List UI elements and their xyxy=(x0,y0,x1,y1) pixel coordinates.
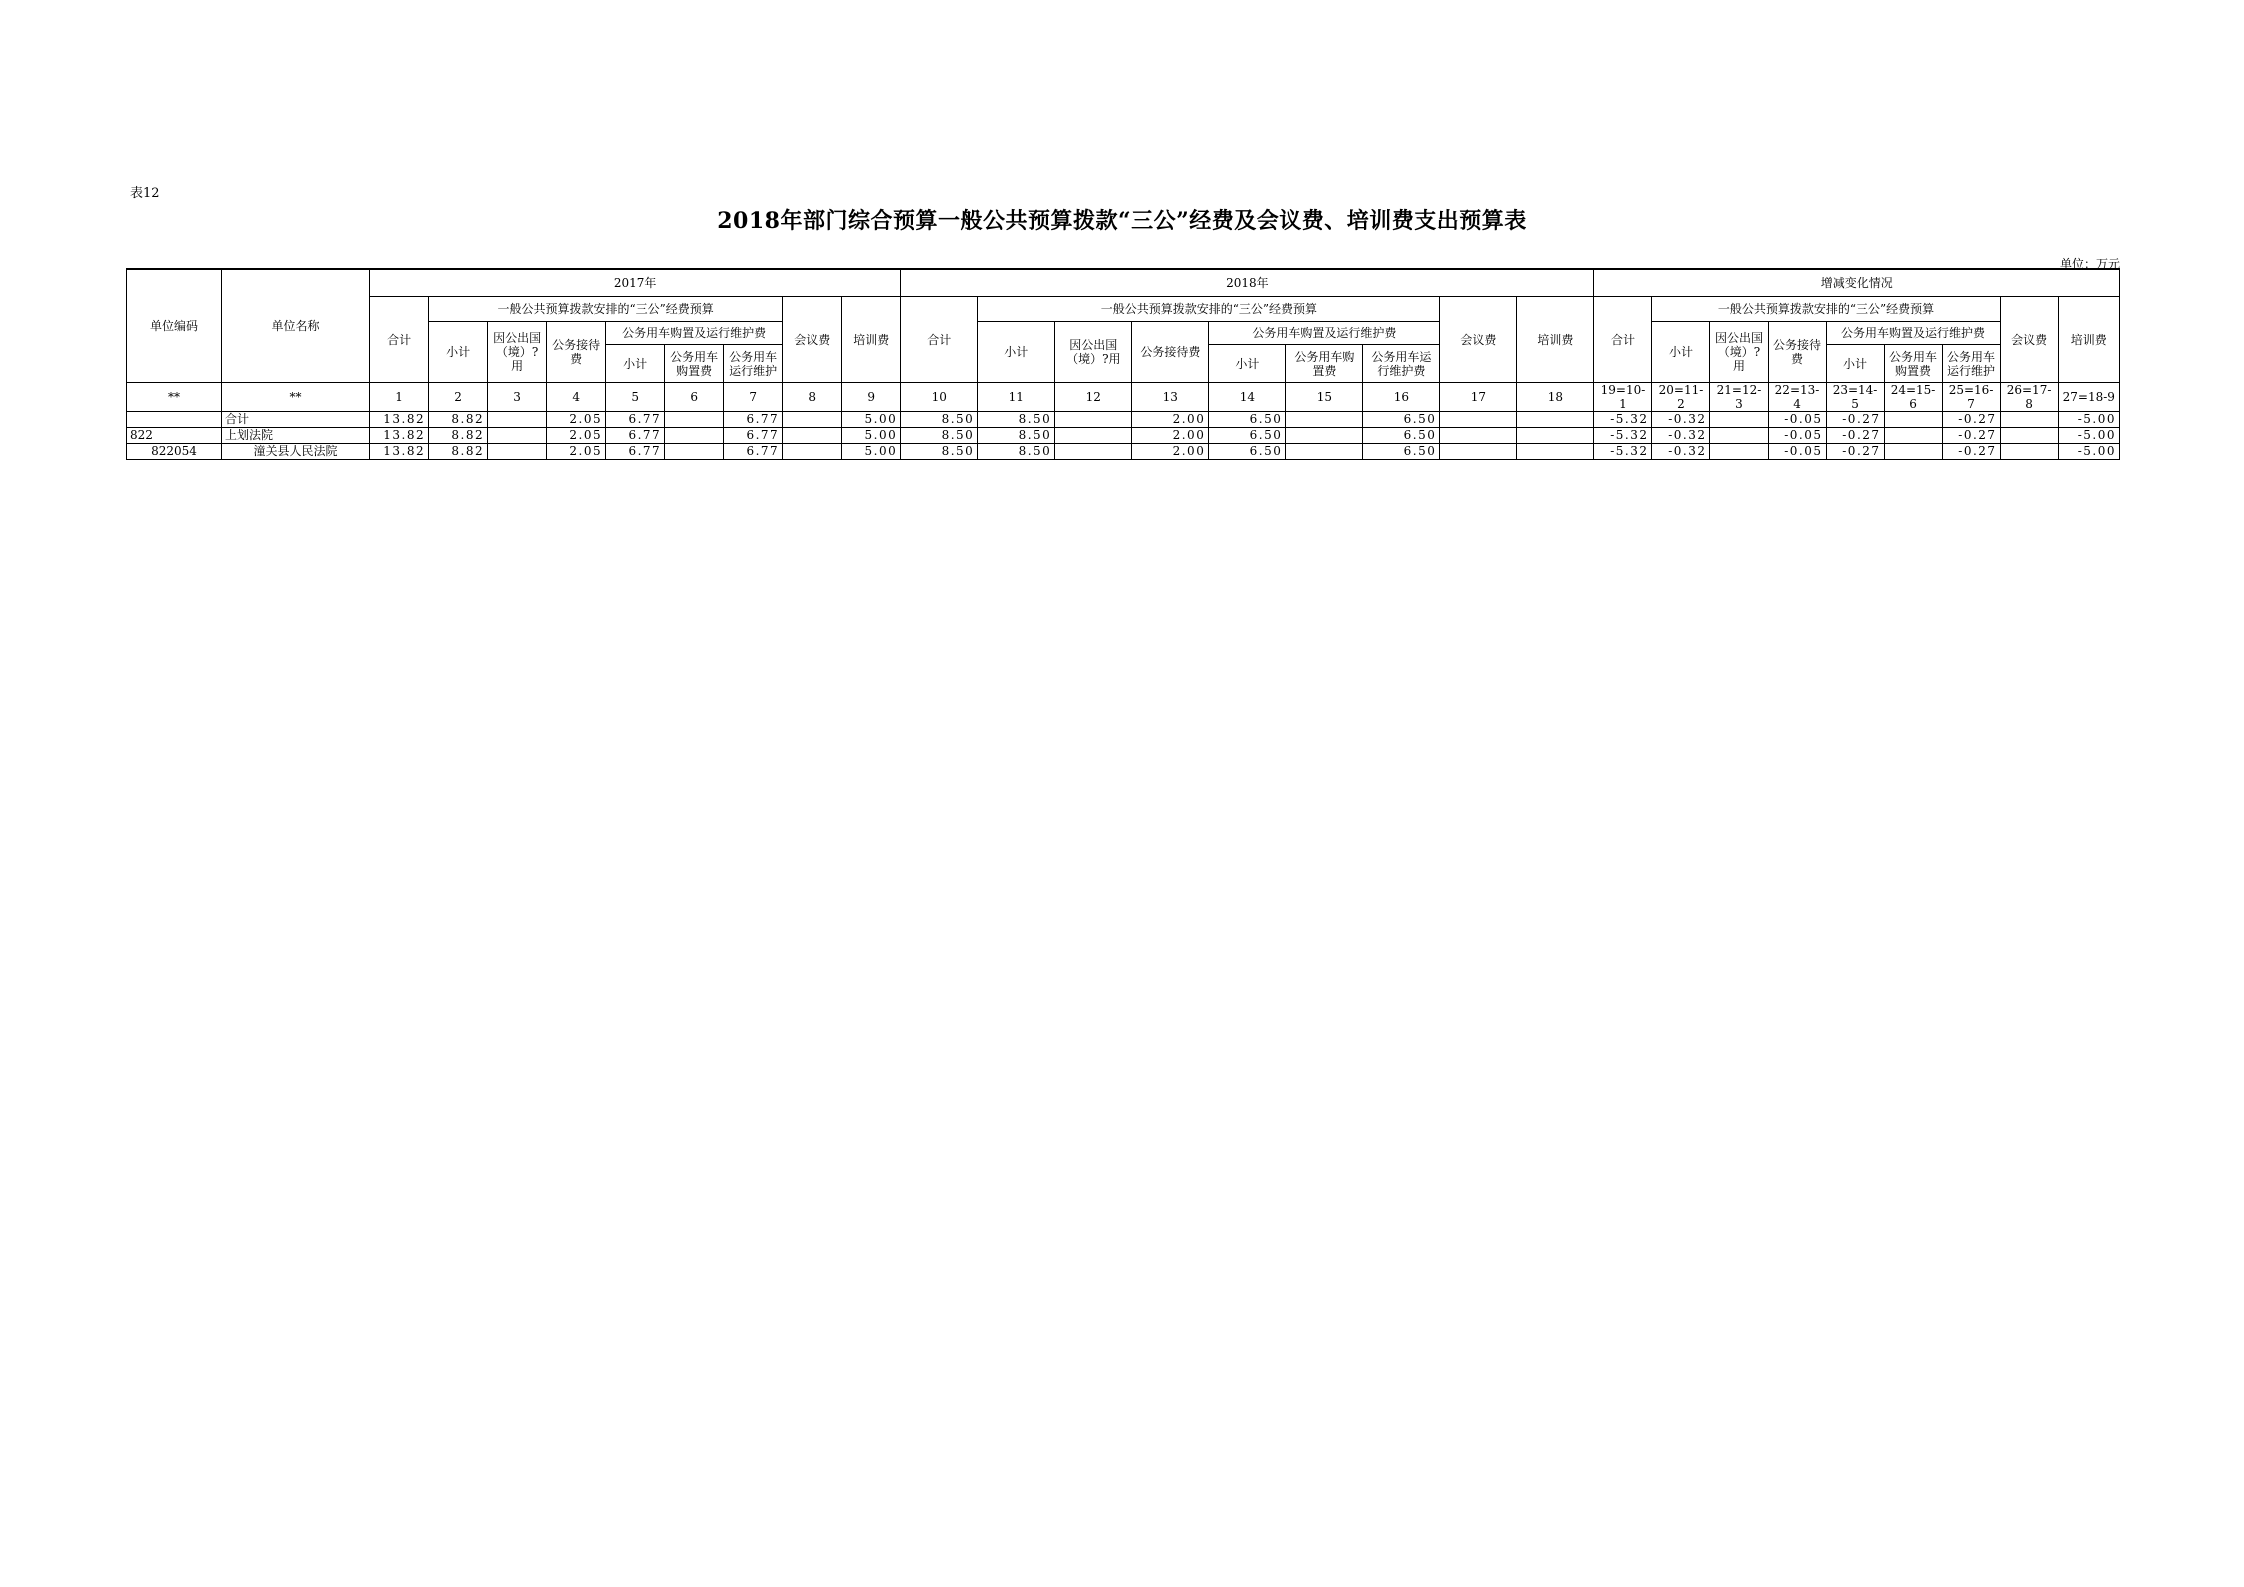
amount-cell xyxy=(1884,412,1942,428)
amount-cell: -5.00 xyxy=(2058,444,2119,460)
amount-cell: 8.50 xyxy=(901,444,978,460)
header-change-vehicle: 公务用车购置及运行维护费 xyxy=(1826,322,2000,345)
amount-cell xyxy=(2000,428,2058,444)
header-change-group: 一般公共预算拨款安排的“三公”经费预算 xyxy=(1652,297,2000,322)
column-index-cell: 20=11-2 xyxy=(1652,383,1710,412)
amount-cell xyxy=(1710,412,1768,428)
amount-cell: -0.27 xyxy=(1942,412,2000,428)
amount-cell: 8.50 xyxy=(978,412,1055,428)
header-change-run: 公务用车运行维护 xyxy=(1942,345,2000,383)
amount-cell: 2.00 xyxy=(1132,412,1209,428)
amount-cell: 6.50 xyxy=(1363,428,1440,444)
column-index-cell: 5 xyxy=(606,383,665,412)
amount-cell: -5.32 xyxy=(1594,412,1652,428)
amount-cell: 2.05 xyxy=(547,428,606,444)
column-index-cell: 8 xyxy=(783,383,842,412)
header-2017-total: 合计 xyxy=(370,297,429,383)
amount-cell: 13.82 xyxy=(370,444,429,460)
unit-code-cell xyxy=(127,412,222,428)
header-2018-purchase: 公务用车购置费 xyxy=(1286,345,1363,383)
amount-cell xyxy=(1286,428,1363,444)
amount-cell xyxy=(488,444,547,460)
header-2018-vehicle: 公务用车购置及运行维护费 xyxy=(1209,322,1440,345)
table-number-label: 表12 xyxy=(130,186,160,201)
column-index-cell: ** xyxy=(127,383,222,412)
header-2017: 2017年 xyxy=(370,269,901,297)
column-index-cell: 24=15-6 xyxy=(1884,383,1942,412)
amount-cell: -0.32 xyxy=(1652,428,1710,444)
amount-cell xyxy=(1440,428,1517,444)
header-change-total: 合计 xyxy=(1594,297,1652,383)
column-index-cell: 3 xyxy=(488,383,547,412)
amount-cell xyxy=(665,444,724,460)
unit-name-cell: 潼关县人民法院 xyxy=(222,444,370,460)
amount-cell: 6.77 xyxy=(724,428,783,444)
header-change-vehicle-subtotal: 小计 xyxy=(1826,345,1884,383)
header-change-training: 培训费 xyxy=(2058,297,2119,383)
budget-table xyxy=(126,268,2120,460)
amount-cell: 6.50 xyxy=(1363,412,1440,428)
table-row xyxy=(127,412,2120,428)
amount-cell xyxy=(2000,412,2058,428)
amount-cell: 6.50 xyxy=(1209,444,1286,460)
amount-cell xyxy=(1884,444,1942,460)
amount-cell: 5.00 xyxy=(842,428,901,444)
column-index-cell: 14 xyxy=(1209,383,1286,412)
amount-cell: 8.50 xyxy=(901,412,978,428)
column-index-cell: 2 xyxy=(429,383,488,412)
unit-name-cell: 上划法院 xyxy=(222,428,370,444)
amount-cell: 5.00 xyxy=(842,444,901,460)
header-2018-vehicle-subtotal: 小计 xyxy=(1209,345,1286,383)
column-index-cell: 16 xyxy=(1363,383,1440,412)
amount-cell xyxy=(1440,444,1517,460)
amount-cell xyxy=(1286,444,1363,460)
column-index-cell: 15 xyxy=(1286,383,1363,412)
amount-cell: 6.77 xyxy=(606,428,665,444)
unit-label: 单位：万元 xyxy=(2059,257,2120,271)
column-index-cell: 26=17-8 xyxy=(2000,383,2058,412)
column-index-cell: 18 xyxy=(1517,383,1594,412)
column-index-cell: 22=13-4 xyxy=(1768,383,1826,412)
column-index-cell: 21=12-3 xyxy=(1710,383,1768,412)
header-code: 单位编码 xyxy=(127,269,222,383)
table-row xyxy=(127,428,2120,444)
header-2018-subtotal: 小计 xyxy=(978,322,1055,383)
header-2018: 2018年 xyxy=(901,269,1594,297)
header-2017-meeting: 会议费 xyxy=(783,297,842,383)
header-change-meeting: 会议费 xyxy=(2000,297,2058,383)
amount-cell: -5.32 xyxy=(1594,428,1652,444)
column-index-cell: 13 xyxy=(1132,383,1209,412)
amount-cell xyxy=(1055,428,1132,444)
amount-cell: -5.00 xyxy=(2058,428,2119,444)
amount-cell xyxy=(1517,412,1594,428)
header-2017-vehicle: 公务用车购置及运行维护费 xyxy=(606,322,783,345)
amount-cell: -0.32 xyxy=(1652,444,1710,460)
column-index-cell: 1 xyxy=(370,383,429,412)
header-2018-group: 一般公共预算拨款安排的“三公”经费预算 xyxy=(978,297,1440,322)
header-2017-purchase: 公务用车购置费 xyxy=(665,345,724,383)
amount-cell: -0.32 xyxy=(1652,412,1710,428)
amount-cell xyxy=(1517,428,1594,444)
header-2017-training: 培训费 xyxy=(842,297,901,383)
column-index-cell: 9 xyxy=(842,383,901,412)
amount-cell: -5.00 xyxy=(2058,412,2119,428)
header-2017-subtotal: 小计 xyxy=(429,322,488,383)
amount-cell xyxy=(2000,444,2058,460)
amount-cell: -0.05 xyxy=(1768,412,1826,428)
amount-cell: -5.32 xyxy=(1594,444,1652,460)
header-2017-run: 公务用车运行维护 xyxy=(724,345,783,383)
amount-cell: -0.27 xyxy=(1942,444,2000,460)
header-2018-reception: 公务接待费 xyxy=(1132,322,1209,383)
amount-cell: 8.82 xyxy=(429,412,488,428)
amount-cell: 8.50 xyxy=(978,428,1055,444)
unit-name-cell: 合计 xyxy=(222,412,370,428)
amount-cell: 8.50 xyxy=(978,444,1055,460)
amount-cell xyxy=(783,444,842,460)
amount-cell: -0.27 xyxy=(1826,428,1884,444)
amount-cell: 8.82 xyxy=(429,444,488,460)
header-change: 增减变化情况 xyxy=(1594,269,2120,297)
amount-cell xyxy=(1884,428,1942,444)
amount-cell: 6.50 xyxy=(1363,444,1440,460)
amount-cell: 6.77 xyxy=(606,412,665,428)
amount-cell: 13.82 xyxy=(370,412,429,428)
amount-cell: 2.05 xyxy=(547,412,606,428)
header-change-purchase: 公务用车购置费 xyxy=(1884,345,1942,383)
column-index-cell: 6 xyxy=(665,383,724,412)
column-index-cell: 10 xyxy=(901,383,978,412)
amount-cell xyxy=(488,412,547,428)
header-row-groups xyxy=(127,297,2120,322)
header-2017-reception: 公务接待费 xyxy=(547,322,606,383)
column-index-row xyxy=(127,383,2120,412)
page-title: 2018年部门综合预算一般公共预算拨款“三公”经费及会议费、培训费支出预算表 xyxy=(717,208,1527,234)
unit-code-cell: 822054 xyxy=(127,444,222,460)
amount-cell: 2.05 xyxy=(547,444,606,460)
amount-cell xyxy=(1710,428,1768,444)
header-2018-run: 公务用车运行维护费 xyxy=(1363,345,1440,383)
amount-cell xyxy=(665,412,724,428)
amount-cell: -0.27 xyxy=(1826,444,1884,460)
amount-cell: 6.77 xyxy=(724,412,783,428)
amount-cell xyxy=(665,428,724,444)
column-index-cell: 27=18-9 xyxy=(2058,383,2119,412)
data-rows xyxy=(127,412,2120,460)
amount-cell xyxy=(1286,412,1363,428)
column-index-cell: 17 xyxy=(1440,383,1517,412)
amount-cell xyxy=(1517,444,1594,460)
amount-cell: 8.82 xyxy=(429,428,488,444)
amount-cell: 2.00 xyxy=(1132,428,1209,444)
column-index-cell: 19=10-1 xyxy=(1594,383,1652,412)
header-row-years xyxy=(127,269,2120,297)
amount-cell: 5.00 xyxy=(842,412,901,428)
amount-cell xyxy=(1440,412,1517,428)
amount-cell: 6.50 xyxy=(1209,412,1286,428)
amount-cell xyxy=(1055,444,1132,460)
amount-cell xyxy=(783,428,842,444)
amount-cell: 8.50 xyxy=(901,428,978,444)
header-2017-vehicle-subtotal: 小计 xyxy=(606,345,665,383)
index-row-group xyxy=(127,383,2120,412)
header-change-subtotal: 小计 xyxy=(1652,322,1710,383)
header-2018-training: 培训费 xyxy=(1517,297,1594,383)
amount-cell xyxy=(1055,412,1132,428)
amount-cell xyxy=(783,412,842,428)
column-index-cell: 7 xyxy=(724,383,783,412)
header-2017-group: 一般公共预算拨款安排的“三公”经费预算 xyxy=(429,297,783,322)
header-change-abroad: 因公出国（境）?用 xyxy=(1710,322,1768,383)
amount-cell: 6.77 xyxy=(606,444,665,460)
column-index-cell: 12 xyxy=(1055,383,1132,412)
amount-cell: -0.27 xyxy=(1942,428,2000,444)
header-2018-total: 合计 xyxy=(901,297,978,383)
column-index-cell: 25=16-7 xyxy=(1942,383,2000,412)
column-index-cell: ** xyxy=(222,383,370,412)
header-2018-abroad: 因公出国（境）?用 xyxy=(1055,322,1132,383)
amount-cell xyxy=(1710,444,1768,460)
header-change-reception: 公务接待费 xyxy=(1768,322,1826,383)
column-index-cell: 23=14-5 xyxy=(1826,383,1884,412)
column-index-cell: 4 xyxy=(547,383,606,412)
amount-cell xyxy=(488,428,547,444)
column-index-cell: 11 xyxy=(978,383,1055,412)
amount-cell: 13.82 xyxy=(370,428,429,444)
amount-cell: -0.05 xyxy=(1768,428,1826,444)
header-2017-abroad: 因公出国（境）?用 xyxy=(488,322,547,383)
table-row xyxy=(127,444,2120,460)
amount-cell: 2.00 xyxy=(1132,444,1209,460)
amount-cell: -0.05 xyxy=(1768,444,1826,460)
header-name: 单位名称 xyxy=(222,269,370,383)
amount-cell: 6.77 xyxy=(724,444,783,460)
unit-code-cell: 822 xyxy=(127,428,222,444)
header-2018-meeting: 会议费 xyxy=(1440,297,1517,383)
amount-cell: -0.27 xyxy=(1826,412,1884,428)
amount-cell: 6.50 xyxy=(1209,428,1286,444)
